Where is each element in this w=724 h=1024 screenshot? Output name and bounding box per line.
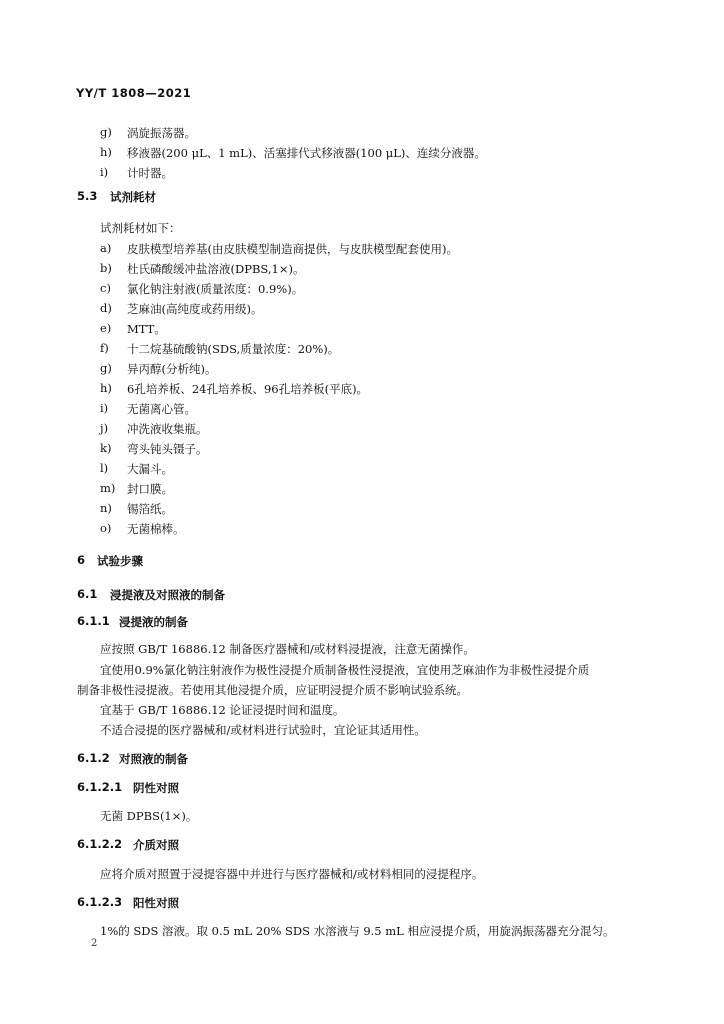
list-item-label: j) (100, 421, 109, 435)
list-item-text: 杜氏磷酸缓冲盐溶液(DPBS,1×)。 (127, 262, 305, 276)
list-item-label: h) (100, 381, 112, 395)
list-item-text: 锡箔纸。 (127, 502, 173, 516)
list-item-text: 计时器。 (127, 166, 173, 180)
section-number: 6.1 (77, 587, 98, 601)
section-number: 6 (77, 553, 86, 567)
list-item-label: k) (100, 441, 112, 455)
list-item-label: a) (100, 241, 112, 255)
list-item-label: n) (100, 501, 112, 515)
section-title: 试剂耗材 (110, 190, 156, 204)
list-item-label: b) (100, 261, 112, 275)
section-title: 阳性对照 (133, 896, 179, 910)
list-item-label: f) (100, 341, 109, 355)
list-item-label: d) (100, 301, 112, 315)
section-number: 5.3 (77, 189, 98, 203)
list-item-text: 十二烷基硫酸钠(SDS,质量浓度：20%)。 (127, 342, 340, 356)
list-item-label: h) (100, 145, 112, 159)
list-item-text: MTT。 (127, 322, 166, 336)
list-item-text: 冲洗液收集瓶。 (127, 422, 208, 436)
list-item-label: e) (100, 321, 112, 335)
list-item-text: 大漏斗。 (127, 462, 173, 476)
section-title: 浸提液及对照液的制备 (110, 588, 225, 602)
page-number: 2 (91, 938, 98, 949)
standard-number: YY/T 1808—2021 (76, 86, 192, 100)
paragraph-continuation: 制备非极性浸提液。若使用其他浸提介质，应证明浸提介质不影响试验系统。 (77, 683, 468, 697)
list-item-text: 弯头钝头镊子。 (127, 442, 208, 456)
section-number: 6.1.2.1 (77, 780, 123, 794)
section-number: 6.1.2 (77, 751, 110, 765)
list-item-label: g) (100, 125, 112, 139)
list-item-text: 封口膜。 (127, 482, 173, 496)
list-item-label: c) (100, 281, 111, 295)
list-item-text: 异丙醇(分析纯)。 (127, 362, 217, 376)
list-item-text: 移液器(200 μL、1 mL)、活塞排代式移液器(100 μL)、连续分液器。 (127, 146, 486, 160)
paragraph: 应将介质对照置于浸提容器中并进行与医疗器械和/或材料相同的浸提程序。 (100, 867, 484, 881)
paragraph: 不适合浸提的医疗器械和/或材料进行试验时，宜论证其适用性。 (100, 723, 426, 737)
list-item-text: 芝麻油(高纯度或药用级)。 (127, 302, 263, 316)
list-item-label: i) (100, 401, 109, 415)
section-title: 试验步骤 (97, 554, 143, 568)
list-item-label: m) (100, 481, 116, 495)
section-title: 阴性对照 (133, 781, 179, 795)
list-item-text: 无菌离心管。 (127, 402, 196, 416)
list-item-label: l) (100, 461, 109, 475)
list-item-text: 皮肤模型培养基(由皮肤模型制造商提供，与皮肤模型配套使用)。 (127, 242, 458, 256)
list-item-label: i) (100, 165, 109, 179)
list-item-text: 无菌棉棒。 (127, 522, 185, 536)
list-item-text: 6孔培养板、24孔培养板、96孔培养板(平底)。 (127, 382, 369, 396)
section-title: 介质对照 (133, 838, 179, 852)
paragraph: 应按照 GB/T 16886.12 制备医疗器械和/或材料浸提液，注意无菌操作。 (100, 642, 475, 656)
list-item-label: o) (100, 521, 112, 535)
paragraph: 宜使用0.9%氯化钠注射液作为极性浸提介质制备极性浸提液，宜使用芝麻油作为非极性浸提介质 (100, 663, 590, 677)
list-item-text: 涡旋振荡器。 (127, 126, 196, 140)
section-title: 对照液的制备 (119, 752, 188, 766)
section-number: 6.1.2.3 (77, 895, 123, 909)
list-item-text: 氯化钠注射液(质量浓度：0.9%)。 (127, 282, 304, 296)
paragraph: 1%的 SDS 溶液。取 0.5 mL 20% SDS 水溶液与 9.5 mL 相应浸提介质，用旋涡振荡器充分混匀。 (100, 924, 615, 938)
section-number: 6.1.1 (77, 614, 110, 628)
list-item-label: g) (100, 361, 112, 375)
paragraph: 试剂耗材如下： (100, 221, 181, 235)
section-title: 浸提液的制备 (119, 615, 188, 629)
paragraph: 宜基于 GB/T 16886.12 论证浸提时间和温度。 (100, 703, 345, 717)
section-number: 6.1.2.2 (77, 837, 123, 851)
paragraph: 无菌 DPBS(1×)。 (100, 809, 198, 823)
